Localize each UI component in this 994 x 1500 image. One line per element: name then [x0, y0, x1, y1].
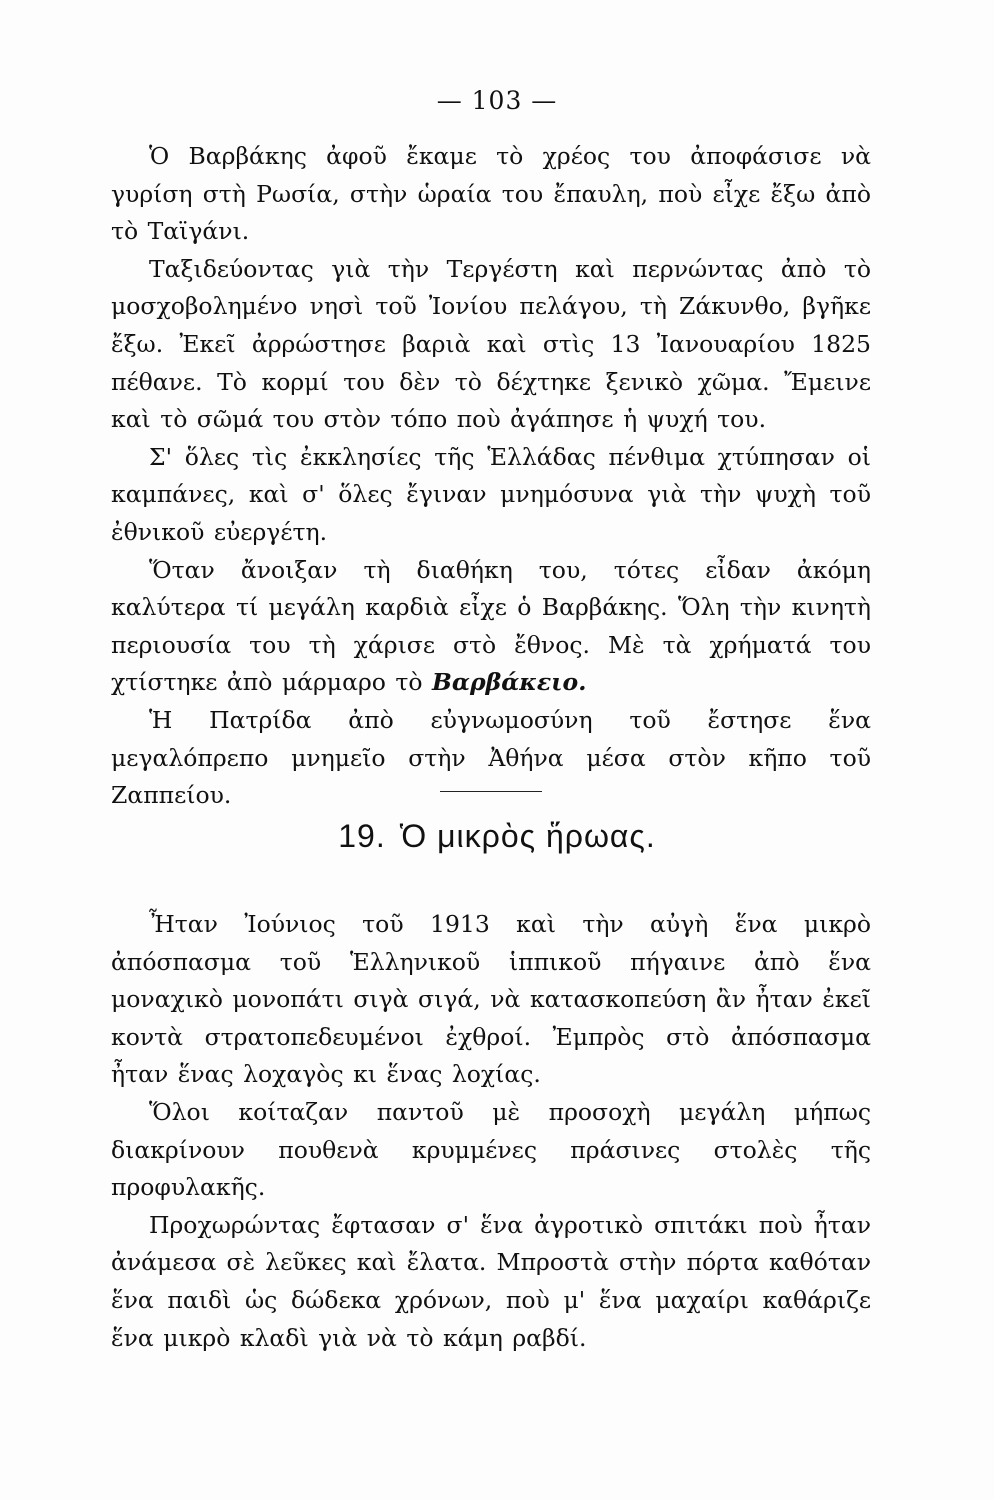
paragraph-varvakis-death: Ταξιδεύοντας γιὰ τὴν Τεργέστη καὶ περνώντας ἀπὸ τὸ μοσχοβολημένο νησὶ τοῦ Ἰονίου πελάγου, τὴ Ζάκυνθο, βγῆκε ἔξω. Ἐκεῖ ἀρρώστησε βαριὰ καὶ στὶς 13 Ἰανουαρίου 1825 πέθανε. Τὸ κορμί του δὲν τὸ δέχτηκε ξενικὸ χῶμα. Ἔμεινε καὶ τὸ σῶμά του στὸν τόπο ποὺ ἀγάπησε ἡ ψυχή του. — [111, 254, 871, 434]
section-two-text — [111, 906, 871, 1357]
chapter-title: Ὁ μικρὸς ἥρωας. — [399, 818, 656, 854]
section-one-text — [111, 138, 871, 815]
paragraph-church-bells: Σ' ὅλες τὶς ἐκκλησίες τῆς Ἑλλάδας πένθιμα χτύπησαν οἱ καμπάνες, καὶ σ' ὅλες ἔγιναν μνημόσυνα γιὰ τὴν ψυχὴ τοῦ ἐθνικοῦ εὐεργέτη. — [111, 442, 871, 546]
paragraph-monument: Ἡ Πατρίδα ἀπὸ εὐγνωμοσύνη τοῦ ἔστησε ἕνα μεγαλόπρεπο μνημεῖο στὴν Ἀθήνα μέσα στὸν κῆπο τοῦ Ζαππείου. — [111, 705, 871, 810]
varvakeio-emphasis: Βαρβάκειο. — [432, 668, 587, 697]
chapter-heading — [0, 818, 994, 855]
chapter-number: 19. — [338, 818, 386, 854]
paragraph-will — [111, 552, 871, 702]
paragraph-will-text: Ὅταν ἄνοιξαν τὴ διαθήκη του, τότες εἶδαν ἀκόμη καλύτερα τί μεγάλη καρδιὰ εἶχε ὁ Βαρβάκης. Ὅλη τὴν κινητὴ περιουσία του τὴ χάρισε στὸ ἔθνος. Μὲ τὰ χρήματά του χτίστηκε ἀπὸ μάρμαρο τὸ — [111, 555, 871, 697]
paragraph-detachment: Ἦταν Ἰούνιος τοῦ 1913 καὶ τὴν αὐγὴ ἕνα μικρὸ ἀπόσπασμα τοῦ Ἑλληνικοῦ ἱππικοῦ πήγαινε ἀπὸ ἕνα μοναχικὸ μονοπάτι σιγὰ σιγά, νὰ κατασκοπεύση ἂν ἦταν ἐκεῖ κοντὰ στρατοπεδευμένοι ἐχθροί. Ἐμπρὸς στὸ ἀπόσπασμα ἦταν ἕνας λοχαγὸς κι ἕνας λοχίας. — [111, 910, 871, 1089]
paragraph-lookout: Ὅλοι κοίταζαν παντοῦ μὲ προσοχὴ μεγάλη μήπως διακρίνουν πουθενὰ κρυμμένες πράσινες στολὲς τῆς προφυλακῆς. — [111, 1097, 871, 1202]
section-divider — [440, 791, 542, 792]
page-number: — 103 — — [436, 86, 558, 115]
paragraph-boy: Προχωρώντας ἔφτασαν σ' ἕνα ἀγροτικὸ σπιτάκι ποὺ ἦταν ἀνάμεσα σὲ λεῦκες καὶ ἔλατα. Μπροστὰ στὴν πόρτα καθόταν ἕνα παιδὶ ὡς δώδεκα χρόνων, ποὺ μ' ἕνα μαχαίρι καθάριζε ἕνα μικρὸ κλαδὶ γιὰ νὰ τὸ κάμη ραβδί. — [111, 1210, 871, 1352]
paragraph-varvakis-return: Ὁ Βαρβάκης ἀφοῦ ἔκαμε τὸ χρέος του ἀποφάσισε νὰ γυρίση στὴ Ρωσία, στὴν ὡραία του ἔπαυλη, ποὺ εἶχε ἔξω ἀπὸ τὸ Ταϊγάνι. — [111, 142, 871, 246]
